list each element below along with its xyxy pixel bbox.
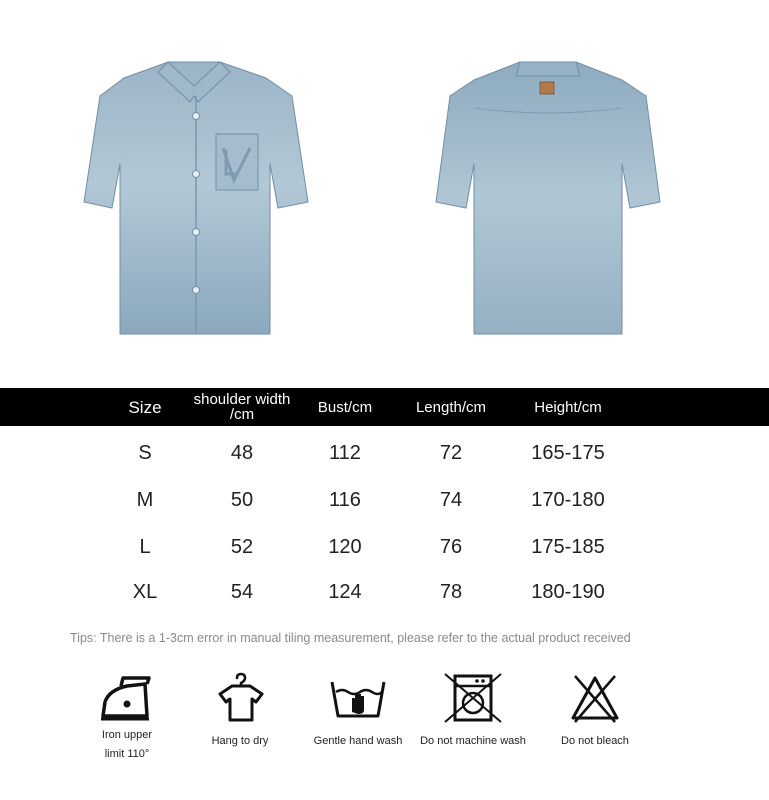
care-label-hand-wash: Gentle hand wash xyxy=(313,735,403,747)
cell-length: 76 xyxy=(439,535,463,558)
cell-bust: 124 xyxy=(328,580,362,603)
cell-size: M xyxy=(136,488,154,511)
cell-shoulder: 50 xyxy=(230,488,254,511)
header-shoulder-line1: shoulder width xyxy=(193,391,291,408)
care-label-iron-line1: Iron upper xyxy=(101,729,153,741)
table-row xyxy=(0,478,769,522)
table-row xyxy=(0,525,769,569)
cell-length: 72 xyxy=(439,441,463,464)
cell-height: 170-180 xyxy=(531,488,605,511)
header-height: Height/cm xyxy=(534,398,602,416)
iron-icon xyxy=(97,672,157,724)
header-size: Size xyxy=(128,397,162,417)
cell-bust: 116 xyxy=(329,488,361,511)
hand-wash-icon xyxy=(328,672,388,724)
table-row xyxy=(0,570,769,614)
cell-height: 175-185 xyxy=(531,535,605,558)
cell-shoulder: 54 xyxy=(230,580,254,603)
care-item-hang xyxy=(180,672,300,751)
cell-size: XL xyxy=(132,580,158,603)
header-bust: Bust/cm xyxy=(317,398,373,416)
care-item-iron xyxy=(67,672,187,764)
shirt-back-image xyxy=(434,56,664,338)
care-label-no-machine-wash: Do not machine wash xyxy=(420,735,526,747)
cell-height: 180-190 xyxy=(531,580,605,603)
cell-bust: 120 xyxy=(328,535,362,558)
care-item-hand-wash xyxy=(298,672,418,751)
cell-shoulder: 52 xyxy=(230,535,254,558)
hanger-icon xyxy=(210,672,270,724)
no-machine-wash-icon xyxy=(443,672,503,724)
care-item-no-bleach xyxy=(535,672,655,751)
cell-height: 165-175 xyxy=(531,441,605,464)
size-chart-header xyxy=(0,388,769,426)
header-length: Length/cm xyxy=(415,398,487,416)
header-shoulder-line2: /cm xyxy=(229,406,255,423)
product-photos xyxy=(0,0,769,388)
cell-size: S xyxy=(138,441,152,464)
cell-length: 78 xyxy=(439,580,463,603)
shirt-front-image xyxy=(80,56,310,338)
cell-shoulder: 48 xyxy=(230,441,254,464)
tips-text: Tips: There is a 1-3cm error in manual tiling measurement, please refer to the actual product received xyxy=(70,631,631,645)
cell-length: 74 xyxy=(439,488,463,511)
table-row xyxy=(0,431,769,475)
care-label-no-bleach: Do not bleach xyxy=(561,735,629,747)
care-instructions xyxy=(0,672,769,792)
cell-size: L xyxy=(139,535,151,558)
care-item-no-machine-wash xyxy=(413,672,533,751)
header-shoulder-width xyxy=(182,388,302,426)
care-label-iron xyxy=(67,726,187,764)
cell-bust: 112 xyxy=(329,441,361,464)
care-label-hang: Hang to dry xyxy=(211,735,269,747)
no-bleach-icon xyxy=(565,672,625,724)
care-label-iron-line2: limit 110° xyxy=(104,748,150,760)
